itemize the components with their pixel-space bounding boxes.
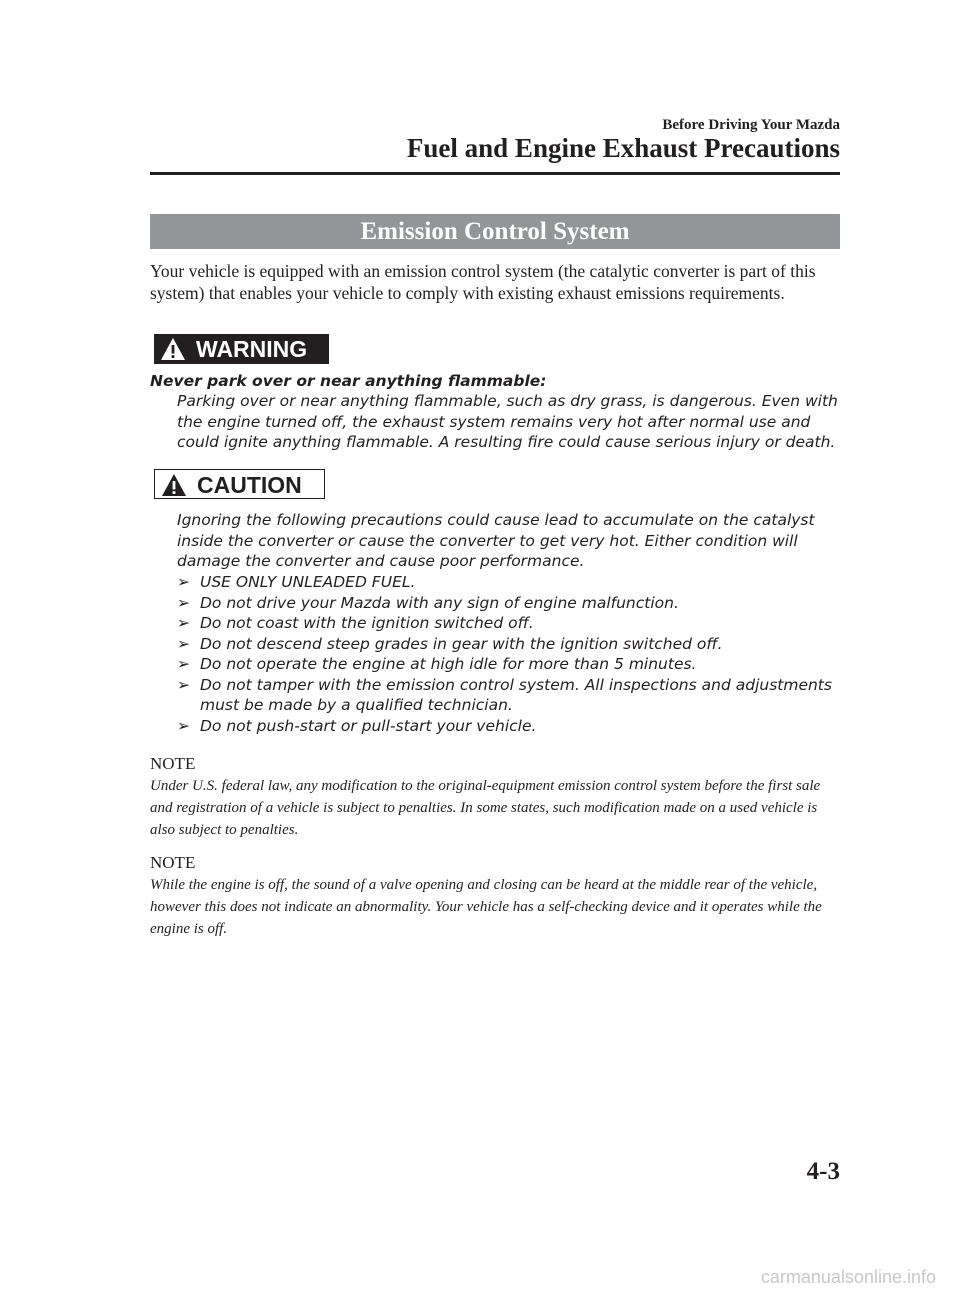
- caution-triangle-icon: [161, 473, 187, 504]
- caution-label: [154, 469, 325, 499]
- arrowhead-bullet-icon: ➢: [177, 634, 190, 653]
- page-title: Fuel and Engine Exhaust Precautions: [406, 133, 840, 163]
- list-item-text: Do not operate the engine at high idle for more than 5 minutes.: [200, 655, 697, 673]
- list-item-text: Do not tamper with the emission control system. All inspections and adjustments must be made by a qualified technician.: [200, 675, 832, 714]
- arrowhead-bullet-icon: ➢: [177, 614, 190, 632]
- arrowhead-bullet-icon: ➢: [177, 716, 190, 735]
- arrowhead-bullet-icon: ➢: [177, 573, 190, 591]
- intro-paragraph: Your vehicle is equipped with an emission control system (the catalytic converter is part of this system) that enables your vehicle to comply with existing exhaust emissions requirements.: [150, 261, 816, 303]
- caution-label-text: CAUTION: [197, 472, 302, 498]
- list-item-text: Do not push-start or pull-start your vehicle.: [200, 716, 537, 735]
- note-label: NOTE: [150, 853, 196, 872]
- list-item: [177, 716, 857, 737]
- note-text: Under U.S. federal law, any modification to the original-equipment emission control system before the first sale and registration of a vehicle is subject to penalties. In some states, such modification made on a used vehicle is also subject to penalties.: [150, 778, 821, 838]
- list-item-text: Do not descend steep grades in gear with the ignition switched off.: [200, 634, 723, 653]
- arrowhead-bullet-icon: ➢: [177, 675, 190, 694]
- note-text: While the engine is off, the sound of a valve opening and closing can be heard at the middle rear of the vehicle, however this does not indicate an abnormality. Your vehicle has a self-checking device and it operates while the engine is off.: [150, 877, 822, 937]
- warning-label-text: WARNING: [196, 336, 308, 362]
- note-label: NOTE: [150, 754, 196, 773]
- header-rule: [150, 172, 840, 175]
- list-item: [177, 654, 857, 675]
- list-item-text: Do not drive your Mazda with any sign of engine malfunction.: [200, 593, 679, 612]
- watermark: carmanualsonline.info: [760, 1267, 936, 1287]
- list-item: [177, 572, 857, 593]
- page-number: 4-3: [806, 1158, 840, 1185]
- section-title: Emission Control System: [150, 214, 840, 249]
- warning-body: Parking over or near anything flammable, such as dry grass, is dangerous. Even with the engine turned off, the exhaust system remains very hot after normal use and could ignite anything flammable. A resulting fire could cause serious injury or death.: [177, 392, 838, 451]
- caution-list: [177, 572, 857, 736]
- chapter-heading: Before Driving Your Mazda: [662, 117, 840, 133]
- list-item: [177, 634, 857, 655]
- caution-body: Ignoring the following precautions could cause lead to accumulate on the catalyst inside the converter or cause the converter to get very hot. Either condition will damage the converter and cause poor performance.: [177, 511, 815, 570]
- warning-triangle-icon: [160, 337, 186, 368]
- warning-label: [154, 334, 329, 364]
- arrowhead-bullet-icon: ➢: [177, 593, 190, 612]
- warning-heading: Never park over or near anything flammable:: [150, 372, 547, 390]
- list-item: [177, 613, 857, 634]
- list-item: [177, 593, 857, 614]
- list-item-text: USE ONLY UNLEADED FUEL.: [200, 573, 416, 591]
- list-item: [177, 675, 857, 716]
- list-item-text: Do not coast with the ignition switched off.: [200, 614, 534, 632]
- arrowhead-bullet-icon: ➢: [177, 655, 190, 673]
